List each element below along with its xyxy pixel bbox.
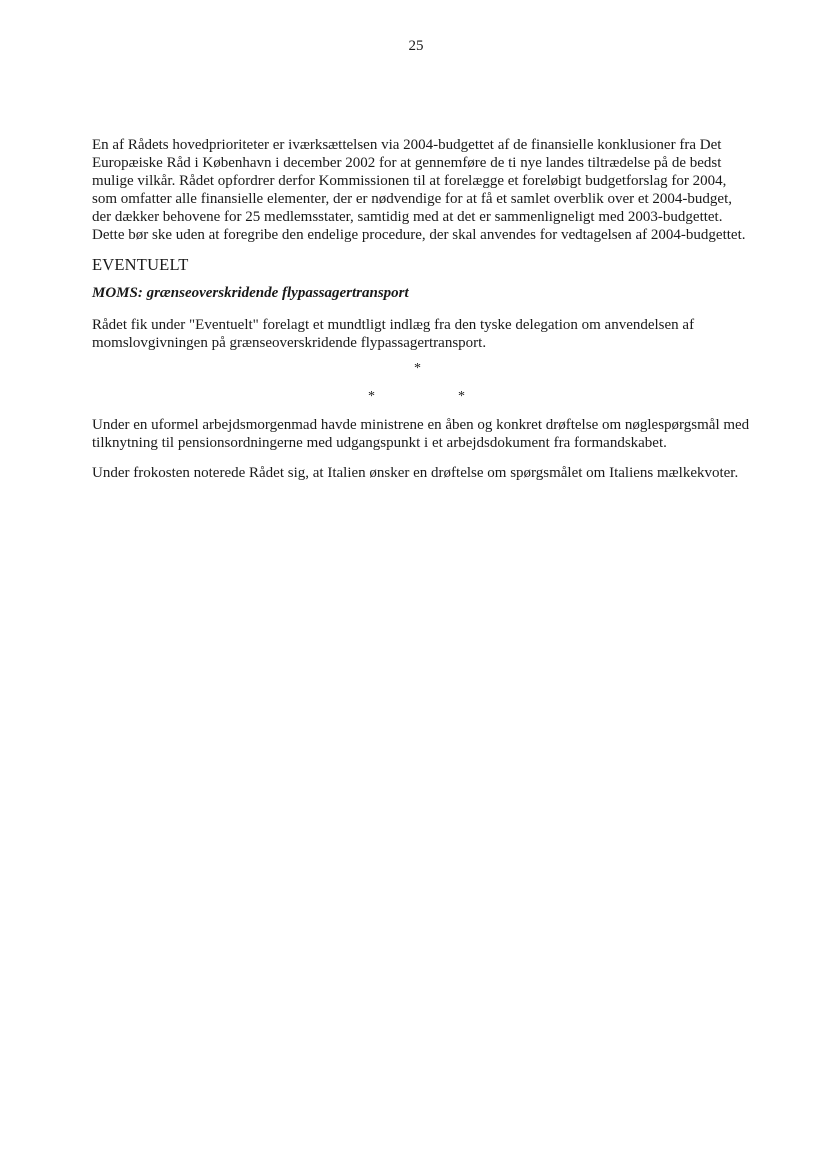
separator-star-left: * xyxy=(368,389,375,404)
paragraph-moms: Rådet fik under "Eventuelt" forelagt et mundtligt indlæg fra den tyske delegation om anvendelsen af momslovgivningen på grænseoverskridende flypassagertransport. xyxy=(92,317,695,351)
paragraph-breakfast: Under en uformel arbejdsmorgenmad havde ministrene en åben og konkret drøftelse om nøglespørgsmål med tilknytning til pensionsordningerne med udgangspunkt i et arbejdsdokument fra formandskabet. xyxy=(92,417,750,451)
separator-star-right: * xyxy=(458,389,465,404)
subheading-moms: MOMS: grænseoverskridende flypassagertransport xyxy=(92,285,409,301)
document-body xyxy=(92,136,752,494)
page-number: 25 xyxy=(408,38,424,54)
paragraph-lunch: Under frokosten noterede Rådet sig, at Italien ønsker en drøftelse om spørgsmålet om Italiens mælkekvoter. xyxy=(92,465,739,481)
paragraph-budget: En af Rådets hovedprioriteter er iværksættelsen via 2004-budgettet af de finansielle konklusioner fra Det Europæiske Råd i København i december 2002 for at gennemføre de ti nye landes tiltrædelse på de bedst mulige vilkår. Rådet opfordrer derfor Kommissionen til at forelægge et foreløbigt budgetforslag for 2004, som omfatter alle finansielle elementer, der er nødvendige for at få et samlet overblik over et 2004-budget, der dækker behovene for 25 medlemsstater, samtidig med at det er sammenligneligt med 2003-budgettet. Dette bør ske uden at foregribe den endelige procedure, der skal anvendes for vedtagelsen af 2004-budgettet. xyxy=(92,137,746,243)
separator-star-top: * xyxy=(414,361,421,376)
asterism-separator xyxy=(92,360,752,410)
section-heading-eventuelt: EVENTUELT xyxy=(92,255,189,274)
